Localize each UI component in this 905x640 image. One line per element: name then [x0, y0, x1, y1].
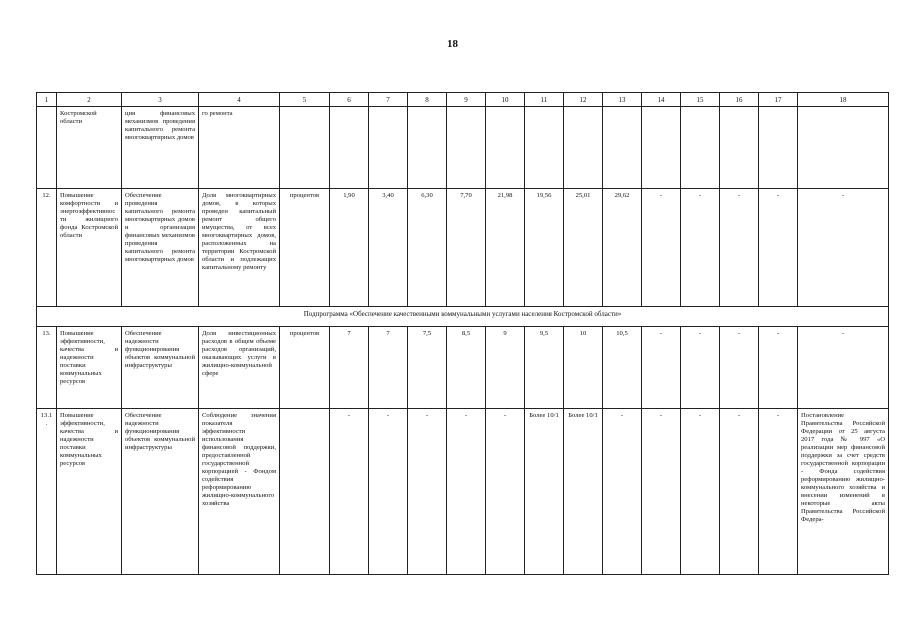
header-row: [37, 93, 889, 107]
page-number: 18: [447, 38, 458, 50]
task-cell: Обеспечение надежности функционирования объектов коммунальной инфраструктуры: [122, 327, 199, 409]
value-cell: [720, 107, 759, 189]
value-cell: Более 10/1: [525, 409, 564, 575]
value-cell: 19,56: [525, 189, 564, 307]
goal-cell: Повышение комфортности и энергоэффективности жилищного фонда Костромской области: [57, 189, 122, 307]
value-cell: 10: [564, 327, 603, 409]
value-cell: -: [720, 327, 759, 409]
subprogram-title: Подпрограмма «Обеспечение качественными коммунальными услугами населения Костромской области»: [37, 307, 889, 327]
value-cell: -: [759, 409, 798, 575]
header-cell: 1: [37, 93, 57, 107]
header-cell: 14: [642, 93, 681, 107]
value-cell: -: [759, 189, 798, 307]
basis-cell: [798, 107, 889, 189]
header-cell: 12: [564, 93, 603, 107]
value-cell: 25,01: [564, 189, 603, 307]
header-cell: 16: [720, 93, 759, 107]
value-cell: [603, 107, 642, 189]
value-cell: [330, 107, 369, 189]
header-cell: 9: [447, 93, 486, 107]
table-row: [37, 189, 889, 307]
value-cell: -: [603, 409, 642, 575]
value-cell: [564, 107, 603, 189]
value-cell: -: [642, 327, 681, 409]
header-cell: 2: [57, 93, 122, 107]
header-cell: 6: [330, 93, 369, 107]
basis-cell: -: [798, 189, 889, 307]
value-cell: -: [720, 189, 759, 307]
value-cell: -: [486, 409, 525, 575]
table-row: [37, 107, 889, 189]
value-cell: 3,40: [369, 189, 408, 307]
value-cell: [408, 107, 447, 189]
header-cell: 18: [798, 93, 889, 107]
value-cell: -: [369, 409, 408, 575]
table-row: [37, 409, 889, 575]
goal-cell: Повышение эффективности, качества и надежности поставки коммунальных ресурсов: [57, 327, 122, 409]
value-cell: 8,5: [447, 327, 486, 409]
value-cell: -: [759, 327, 798, 409]
header-cell: 4: [199, 93, 280, 107]
basis-cell: -: [798, 327, 889, 409]
row-number: 12.: [37, 189, 57, 307]
value-cell: -: [720, 409, 759, 575]
header-cell: 8: [408, 93, 447, 107]
indicator-cell: го ремонта: [199, 107, 280, 189]
goal-cell: Костромской области: [57, 107, 122, 189]
value-cell: -: [408, 409, 447, 575]
value-cell: -: [330, 409, 369, 575]
value-cell: -: [642, 189, 681, 307]
header-cell: 5: [280, 93, 330, 107]
value-cell: 1,90: [330, 189, 369, 307]
value-cell: -: [681, 189, 720, 307]
value-cell: 10,5: [603, 327, 642, 409]
unit-cell: [280, 107, 330, 189]
value-cell: 7: [330, 327, 369, 409]
row-number: 13.1.: [37, 409, 57, 575]
value-cell: [759, 107, 798, 189]
value-cell: [369, 107, 408, 189]
header-cell: 11: [525, 93, 564, 107]
value-cell: -: [642, 409, 681, 575]
header-cell: 13: [603, 93, 642, 107]
value-cell: 9: [486, 327, 525, 409]
row-number: [37, 107, 57, 189]
value-cell: [525, 107, 564, 189]
header-cell: 7: [369, 93, 408, 107]
row-number: 13.: [37, 327, 57, 409]
indicator-cell: Доля инвестиционных расходов в общем объеме расходов организаций, оказывающих услуги в жилищно-коммунальной сфере: [199, 327, 280, 409]
indicator-cell: Соблюдение значения показателя эффективности использования финансовой поддержки, предоставленной государственной корпорацией - Фондом содействия реформированию жилищно-коммунального хозяйства: [199, 409, 280, 575]
value-cell: Более 10/1: [564, 409, 603, 575]
table-row: [37, 327, 889, 409]
value-cell: [681, 107, 720, 189]
unit-cell: [280, 409, 330, 575]
subprogram-row: [37, 307, 889, 327]
value-cell: [447, 107, 486, 189]
value-cell: -: [681, 327, 720, 409]
header-cell: 17: [759, 93, 798, 107]
value-cell: [642, 107, 681, 189]
header-cell: 3: [122, 93, 199, 107]
value-cell: 9,5: [525, 327, 564, 409]
value-cell: [486, 107, 525, 189]
indicator-table: [36, 92, 889, 575]
value-cell: 7,70: [447, 189, 486, 307]
goal-cell: Повышение эффективности, качества и надежности поставки коммунальных ресурсов: [57, 409, 122, 575]
value-cell: 21,98: [486, 189, 525, 307]
task-cell: Обеспечение надежности функционирования объектов коммунальной инфраструктуры: [122, 409, 199, 575]
task-cell: Обеспечение проведения капитального ремонта многоквартирных домов и организация финансовых механизмов проведения капитального ремонта многоквартирных домов: [122, 189, 199, 307]
task-cell: ция финансовых механизмов проведения капитального ремонта многоквартирных домов: [122, 107, 199, 189]
indicator-cell: Доля многоквартирных домов, в которых проведен капитальный ремонт общего имущества, от всех многоквартирных домов, расположенных на территории Костромской области и подлежащих капитальному ремонту: [199, 189, 280, 307]
header-cell: 10: [486, 93, 525, 107]
value-cell: 29,62: [603, 189, 642, 307]
basis-cell: Постановление Правительства Российской Федерации от 25 августа 2017 года № 997 «О реализации мер финансовой поддержки за счет средств государственной корпорации - Фонда содействия реформированию жилищно-коммунального хозяйства и внесении изменений в некоторые акты Правительства Российской Федера-: [798, 409, 889, 575]
value-cell: -: [447, 409, 486, 575]
value-cell: 7,5: [408, 327, 447, 409]
header-cell: 15: [681, 93, 720, 107]
unit-cell: процентов: [280, 189, 330, 307]
unit-cell: процентов: [280, 327, 330, 409]
value-cell: 7: [369, 327, 408, 409]
value-cell: -: [681, 409, 720, 575]
value-cell: 6,30: [408, 189, 447, 307]
